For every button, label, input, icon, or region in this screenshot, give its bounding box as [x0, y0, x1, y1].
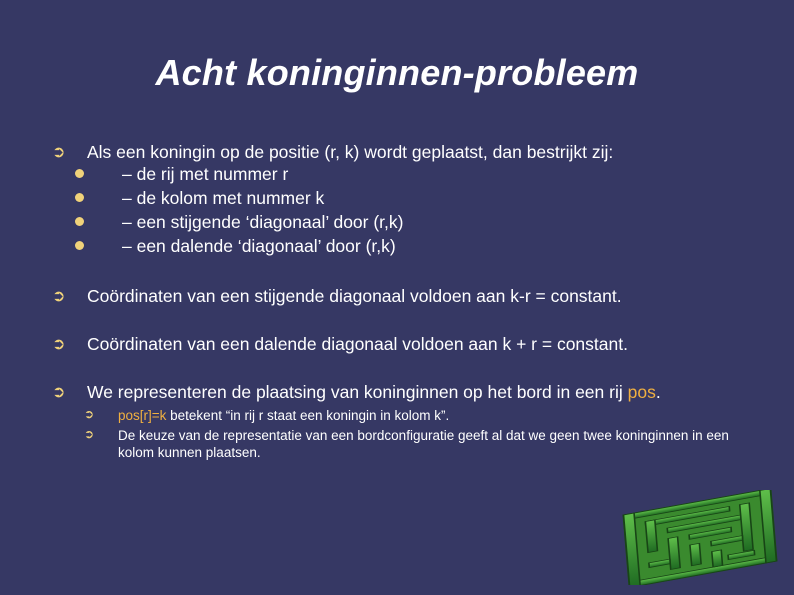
arrow-bullet-icon: ➲ — [84, 427, 95, 441]
bullet-4-text: We representeren de plaatsing van koninginnen op het bord in een rij pos. — [87, 382, 661, 402]
pos-highlight: pos — [627, 382, 656, 402]
bullet-1-text: Als een koningin op de positie (r, k) wordt geplaatst, dan bestrijkt zij: — [87, 142, 614, 162]
dot-bullet-icon — [75, 217, 84, 226]
arrow-bullet-icon: ➲ — [52, 336, 66, 353]
dot-bullet-icon — [75, 241, 84, 250]
dot-bullet-icon — [75, 193, 84, 202]
bullet-2-text: Coördinaten van een stijgende diagonaal voldoen aan k-r = constant. — [87, 286, 622, 306]
arrow-bullet-icon: ➲ — [52, 384, 66, 401]
arrow-bullet-icon: ➲ — [84, 407, 95, 421]
hedge-maze-icon — [620, 490, 780, 585]
bullet-3-text: Coördinaten van een dalende diagonaal voldoen aan k + r = constant. — [87, 334, 628, 354]
arrow-bullet-icon: ➲ — [52, 144, 66, 161]
dot-bullet-icon — [75, 169, 84, 178]
slide-title: Acht koninginnen-probleem — [155, 52, 639, 93]
pos-r-k-highlight: pos[r]=k — [118, 408, 167, 423]
arrow-bullet-icon: ➲ — [52, 288, 66, 305]
